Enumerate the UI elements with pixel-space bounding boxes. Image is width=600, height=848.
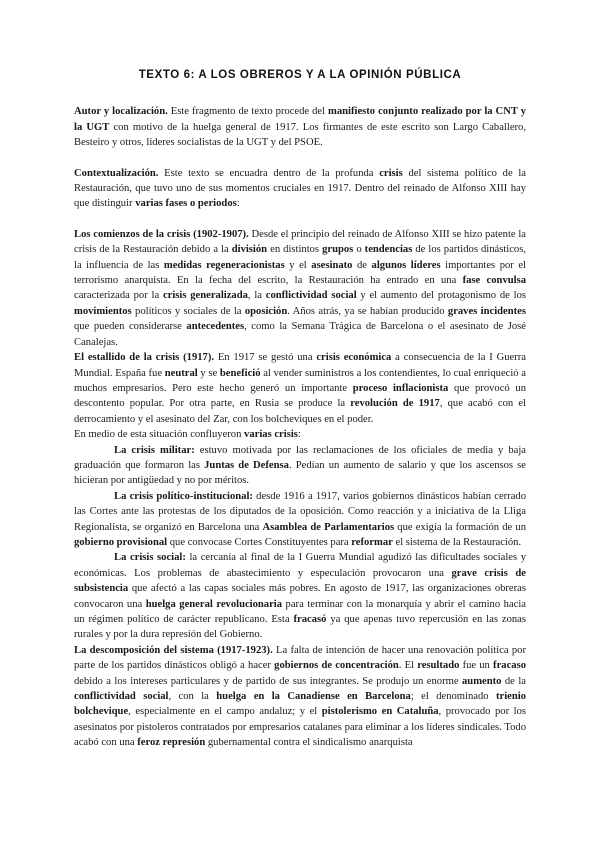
text-run: la cercanía al final de la I Guerra Mundial agudizó las dificultades sociales y económicas. Los problemas de abastecimiento y especulación provocaron una [74, 552, 526, 579]
bold-text: fase convulsa [462, 275, 526, 287]
text-run: La falta de intención de hacer una renovación política por parte de los partidos dinásticos obligó a hacer [74, 644, 526, 672]
text-run: : [297, 429, 301, 441]
bold-text: huelga en la Canadiense en Barcelona [216, 691, 411, 703]
bold-text: aumento [462, 675, 502, 687]
text-run: debido a los intereses particulares y de partido de sus integrantes. Se produjo un enorme [74, 675, 462, 687]
text-run: que provocó un descontento popular. Por otra parte, en Rusia se produce la [74, 382, 526, 410]
bold-text: oposición [244, 305, 288, 317]
text-run: a consecuencia de la I Guerra Mundial. España fue [74, 352, 526, 379]
bold-text: crisis [379, 167, 403, 179]
paragraph-military-crisis [74, 443, 526, 489]
bold-text: Autor y localización. [74, 106, 168, 118]
paragraph-decomposition [74, 643, 526, 751]
text-run: y el [284, 259, 312, 271]
text-run: desde 1916 a 1917, varios gobiernos dinásticos habían cerrado las Cortes ante las protestas de los diputados de la oposición. Como reacción y a iniciativa de la Lliga Regionalista, se organizó en Barcelona una [74, 490, 527, 533]
bold-text: medidas regeneracionistas [163, 259, 285, 271]
text-run: . El [398, 660, 418, 672]
bold-text: conflictividad social [265, 290, 357, 302]
text-run: , provocado por los asesinatos por pistoleros contratados por empresarios catalanes para eliminar a los líderes sindicales. Todo acabó con una [74, 706, 526, 749]
text-run: . Años atrás, ya se habían producido [287, 305, 448, 317]
paragraph-political-crisis [74, 489, 526, 551]
bold-text: reformar [351, 536, 393, 548]
bold-text: Asamblea de Parlamentarios [262, 521, 395, 533]
bold-text: fracaso [493, 660, 526, 672]
bold-text: grupos [322, 244, 354, 256]
text-run: de los partidos dinásticos, la influencia de las [74, 244, 526, 271]
text-run: , la [247, 290, 266, 302]
text-run: estuvo motivada por las reclamaciones de los oficiales de media y baja graduación que formaron las [74, 444, 526, 471]
bold-text: fracasó [293, 614, 327, 625]
text-run: Este texto se encuadra dentro de la profunda [158, 167, 380, 179]
text-run: ; el denominado [410, 691, 496, 703]
text-run: que pueden considerarse [74, 321, 187, 333]
text-run: o [353, 244, 365, 256]
text-run: de [352, 259, 372, 271]
text-run: que convocase Cortes Constituyentes para [167, 536, 352, 548]
bold-text: Los comienzos de la crisis (1902-1907). [74, 228, 249, 240]
bold-text: huelga general revolucionaria [145, 598, 283, 610]
text-run: de la [501, 675, 526, 687]
bold-text: varias crisis [244, 429, 298, 441]
text-run: y se [197, 367, 220, 379]
bold-text: La crisis político-institucional: [114, 490, 253, 502]
text-run: , especialmente en el campo andaluz; y el [128, 706, 322, 718]
document-title: TEXTO 6: A LOS OBREROS Y A LA OPINIÓN PÚBLICA [138, 69, 462, 81]
bold-text: revolución de 1917 [350, 398, 440, 410]
paragraph-crises-intro [74, 427, 526, 442]
text-run: con motivo de la huelga general de 1917. Los firmantes de este escrito son Largo Caballero, Besteiro y otros, líderes socialistas de la UGT y del PSOE. [74, 121, 526, 149]
text-run: gubernamental contra el sindicalismo anarquista [205, 737, 413, 749]
bold-text: manifiesto conjunto realizado por la CNT y la UGT [74, 106, 527, 133]
bold-text: grave crisis de subsistencia [74, 567, 526, 595]
bold-text: antecedentes [186, 321, 245, 333]
bold-text: gobierno provisional [74, 536, 168, 548]
text-run: . Pedían un aumento de salario y que los ascensos se hicieran por antigüedad y no por méritos. [74, 459, 527, 487]
bold-text: feroz represión [137, 737, 206, 749]
bold-text: La descomposición del sistema (1917-1923). [74, 644, 273, 656]
text-run: Este fragmento de texto procede del [167, 106, 329, 118]
bold-text: Contextualización. [74, 167, 159, 179]
text-run: En medio de esta situación confluyeron [74, 429, 245, 441]
bold-text: pistolerismo en Cataluña [321, 706, 439, 718]
bold-text: varias fases o periodos [135, 198, 237, 210]
paragraph-author [74, 104, 526, 150]
bold-text: trienio bolchevique [74, 691, 526, 718]
bold-text: El estallido de la crisis (1917). [74, 352, 215, 364]
bold-text: movimientos [74, 305, 132, 317]
bold-text: neutral [164, 367, 198, 379]
text-run: del sistema político de la Restauración, que tuvo uno de sus momentos cruciales en 1917. Dentro del reinado de Alfonso XIII hay que distinguir [74, 167, 526, 210]
text-run: al vender suministros a los contendientes, lo cual enriqueció a muchos empresarios. Pero este hecho generó un importante [74, 367, 526, 394]
text-run: , como la Semana Trágica de Barcelona o el asesinato de José Canalejas. [74, 321, 527, 348]
text-run: el sistema de la Restauración. [392, 536, 522, 548]
text-run: fue un [459, 660, 494, 672]
text-run: y el aumento del protagonismo de los [356, 290, 527, 302]
bold-text: crisis generalizada [162, 290, 248, 302]
text-run: para terminar con la monarquía y abrir el camino hacia un régimen político de carácter republicano. Esta [74, 598, 526, 625]
bold-text: tendencias [364, 244, 413, 256]
text-run: , que acabó con el derrocamiento y el asesinato del Zar, con los bolcheviques en el poder. [74, 398, 526, 425]
text-run: En 1917 se gestó una [214, 352, 317, 364]
bold-text: asesinato [311, 259, 353, 271]
text-run: importantes por el terrorismo anarquista. En la fecha del escrito, la Restauración ha entrado en una [74, 259, 526, 287]
bold-text: gobiernos de concentración [274, 660, 399, 672]
paragraph-beginnings [74, 227, 526, 350]
bold-text: La crisis militar: [114, 444, 195, 456]
paragraph-outbreak [74, 350, 526, 427]
paragraph-context [74, 166, 526, 212]
text-run: políticos y sociales de la [131, 305, 245, 317]
bold-text: graves incidentes [447, 305, 526, 317]
bold-text: benefició [219, 367, 261, 379]
document-page [74, 64, 526, 751]
bold-text: Juntas de Defensa [204, 459, 289, 471]
bold-text: división [231, 244, 268, 256]
text-run: : [236, 198, 240, 210]
text-run: que afectó a las capas sociales más pobres. En agosto de 1917, las organizaciones obreras convocaron una [74, 583, 526, 610]
text-run: Desde el principio del reinado de Alfonso XIII se hizo patente la crisis de la Restauración debido a la [74, 228, 527, 256]
bold-text: resultado [417, 660, 460, 672]
text-run: caracterizada por la [74, 290, 163, 302]
text-run: que exigía la formación de un [394, 521, 527, 533]
text-run: ya que apenas tuvo repercusión en las zonas rurales y por la dura represión del Gobierno. [74, 614, 526, 641]
bold-text: algunos líderes [371, 259, 441, 271]
bold-text: crisis económica [316, 352, 392, 364]
paragraph-social-crisis [74, 550, 526, 642]
bold-text: proceso inflacionista [352, 382, 449, 394]
text-run: , con la [168, 691, 217, 703]
bold-text: conflictividad social [74, 691, 169, 703]
bold-text: La crisis social: [114, 552, 186, 564]
text-run: en distintos [267, 244, 323, 256]
